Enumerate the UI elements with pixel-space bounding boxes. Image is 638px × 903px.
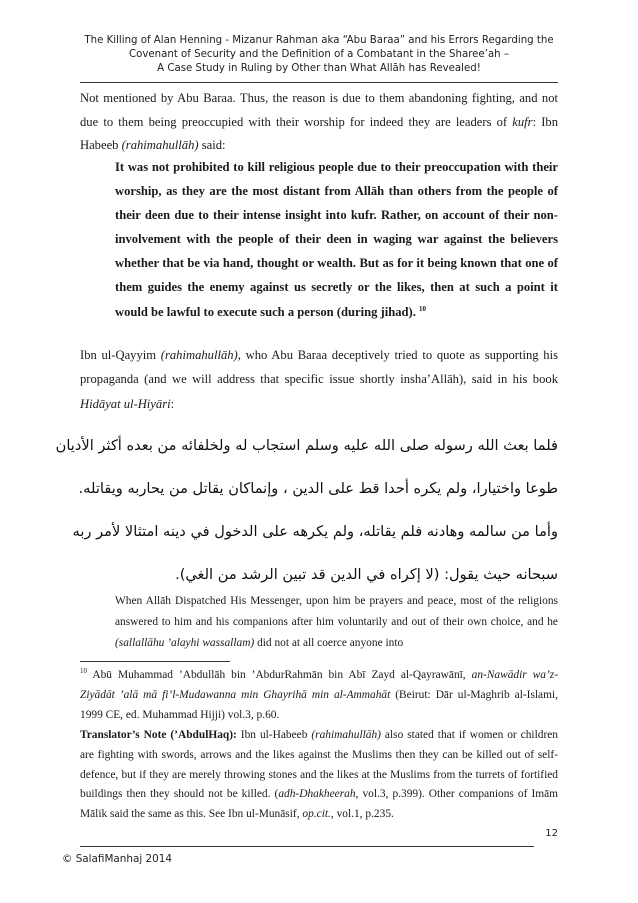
footer-copyright: © SalafiManhaj 2014 (62, 853, 172, 865)
tn-text2: also stated that if women or children are fighting with swords, arrows and the likes against the Muslims then they can be killed out of self-defence, but if they are merely throwing stones and the likes at the Muslims from the turrets of fortified buildings then they should not be killed. ( (80, 728, 559, 801)
quote-text: It was not prohibited to kill religious people due to their preoccupation with their worship, as they are the most distant from Allāh than others from the people of their deen due to their intense insight into kufr. Rather, on account of their non-involvement with the people of their deen in waging war against the believers whether that be via hand, thought or wealth. But as for it being known that one of them guides the enemy against us secretly or the likes, then at such a point it would be lawful to execute such a person (during jihad). (115, 160, 558, 319)
fn-text2: (Beirut: Dār ul-Maghrib al-Islami, 1999 CE, ed. Muhammad Hijji) vol.3, p.60. (80, 688, 558, 721)
fn-text1: Abū Muhammad ’Abdullāh bin ’AbdurRahmān bin Abī Zayd al-Qayrawānī, (87, 669, 472, 681)
arabic-line-1: فلما بعث الله رسوله صلى الله عليه وسلم استجاب له ولخلفائه من بعده أكثر الأديان (55, 437, 558, 454)
p1-honorific: (rahimahullāh) (121, 138, 199, 152)
trans-text2: did not at all coerce anyone into (254, 637, 404, 650)
p2-honorific: (rahimahullāh), (160, 348, 241, 362)
translator-note (80, 726, 558, 826)
footnote-10 (80, 666, 558, 726)
p2-text1: Ibn ul-Qayyim (80, 348, 161, 362)
footer-rule (80, 846, 534, 847)
tn-ref2: op.cit. (302, 808, 331, 821)
arabic-line-3: وأما من سالمه وهادنه فلم يقاتله، ولم يكرهه على الدخول في دينه امتثالا لأمر ربه (72, 523, 558, 540)
tn-text3: , vol.3, p.399). Other companions of Imām Mālik said the same as this. See Ibn ul-Munāsif, (80, 788, 559, 821)
arabic-line-2: طوعا واختيارا، ولم يكره أحدا قط على الدين ، وإنماكان يقاتل من يحاربه ويقاتله. (78, 480, 558, 497)
footnote-rule (80, 661, 230, 662)
footnote-number: 10 (80, 667, 87, 676)
header-rule (80, 82, 558, 83)
trans-text1: When Allāh Dispatched His Messenger, upon him be prayers and peace, most of the religions answered to him and his companions after him voluntarily and out of their own choice, and he (115, 595, 558, 629)
fn-title: an-Nawādir wa’z-Ziyādāt ’alā mā fi’l-Mudawanna min Ghayrihā min al-Ammahāt (80, 669, 558, 701)
header-line-2: Covenant of Security and the Definition of a Combatant in the Sharee’ah – (129, 49, 509, 60)
paragraph-ibn-qayyim (80, 343, 558, 416)
p1-kufr: kufr (512, 114, 533, 129)
running-header (60, 34, 578, 76)
tn-text1: Ibn ul-Habeeb (236, 728, 312, 741)
p2-text2: who Abu Baraa deceptively tried to quote as supporting his propaganda (and we will address that specific issue shortly insha’Allāh), said in his book (80, 348, 558, 387)
tn-label: Translator’s Note (’AbdulHaq): (80, 728, 237, 741)
p1-text2: : Ibn Habeeb (80, 114, 558, 152)
header-line-1: The Killing of Alan Henning - Mizanur Rahman aka “Abu Baraa” and his Errors Regarding the (84, 35, 554, 46)
header-line-3: A Case Study in Ruling by Other than What Allāh has Revealed! (157, 63, 481, 74)
block-quote (115, 155, 558, 324)
translation-paragraph (115, 591, 558, 655)
footnote-ref[interactable]: 10 (419, 304, 427, 313)
tn-ref1: adh-Dhakheerah (278, 788, 356, 801)
p2-text3: : (170, 396, 175, 411)
tn-text4: , vol.1, p.235. (330, 808, 394, 821)
tn-honorific: (rahimahullāh) (311, 728, 381, 741)
p1-text3: said: (198, 138, 226, 152)
paragraph-intro (80, 87, 558, 158)
arabic-quote (55, 424, 558, 596)
p2-book: Hidāyat ul-Hiyāri (80, 396, 171, 411)
footnotes (80, 666, 558, 825)
page-number: 12 (545, 828, 558, 839)
trans-honorific: (sallallāhu ’alayhi wassallam) (115, 637, 255, 650)
arabic-line-4: سبحانه حيث يقول: (لا إكراه في الدين قد تبين الرشد من الغي). (175, 566, 558, 583)
p1-text1: Not mentioned by Abu Baraa. Thus, the reason is due to them abandoning fighting, and not due to them being preoccupied with their worship for indeed they are leaders of (80, 91, 558, 129)
